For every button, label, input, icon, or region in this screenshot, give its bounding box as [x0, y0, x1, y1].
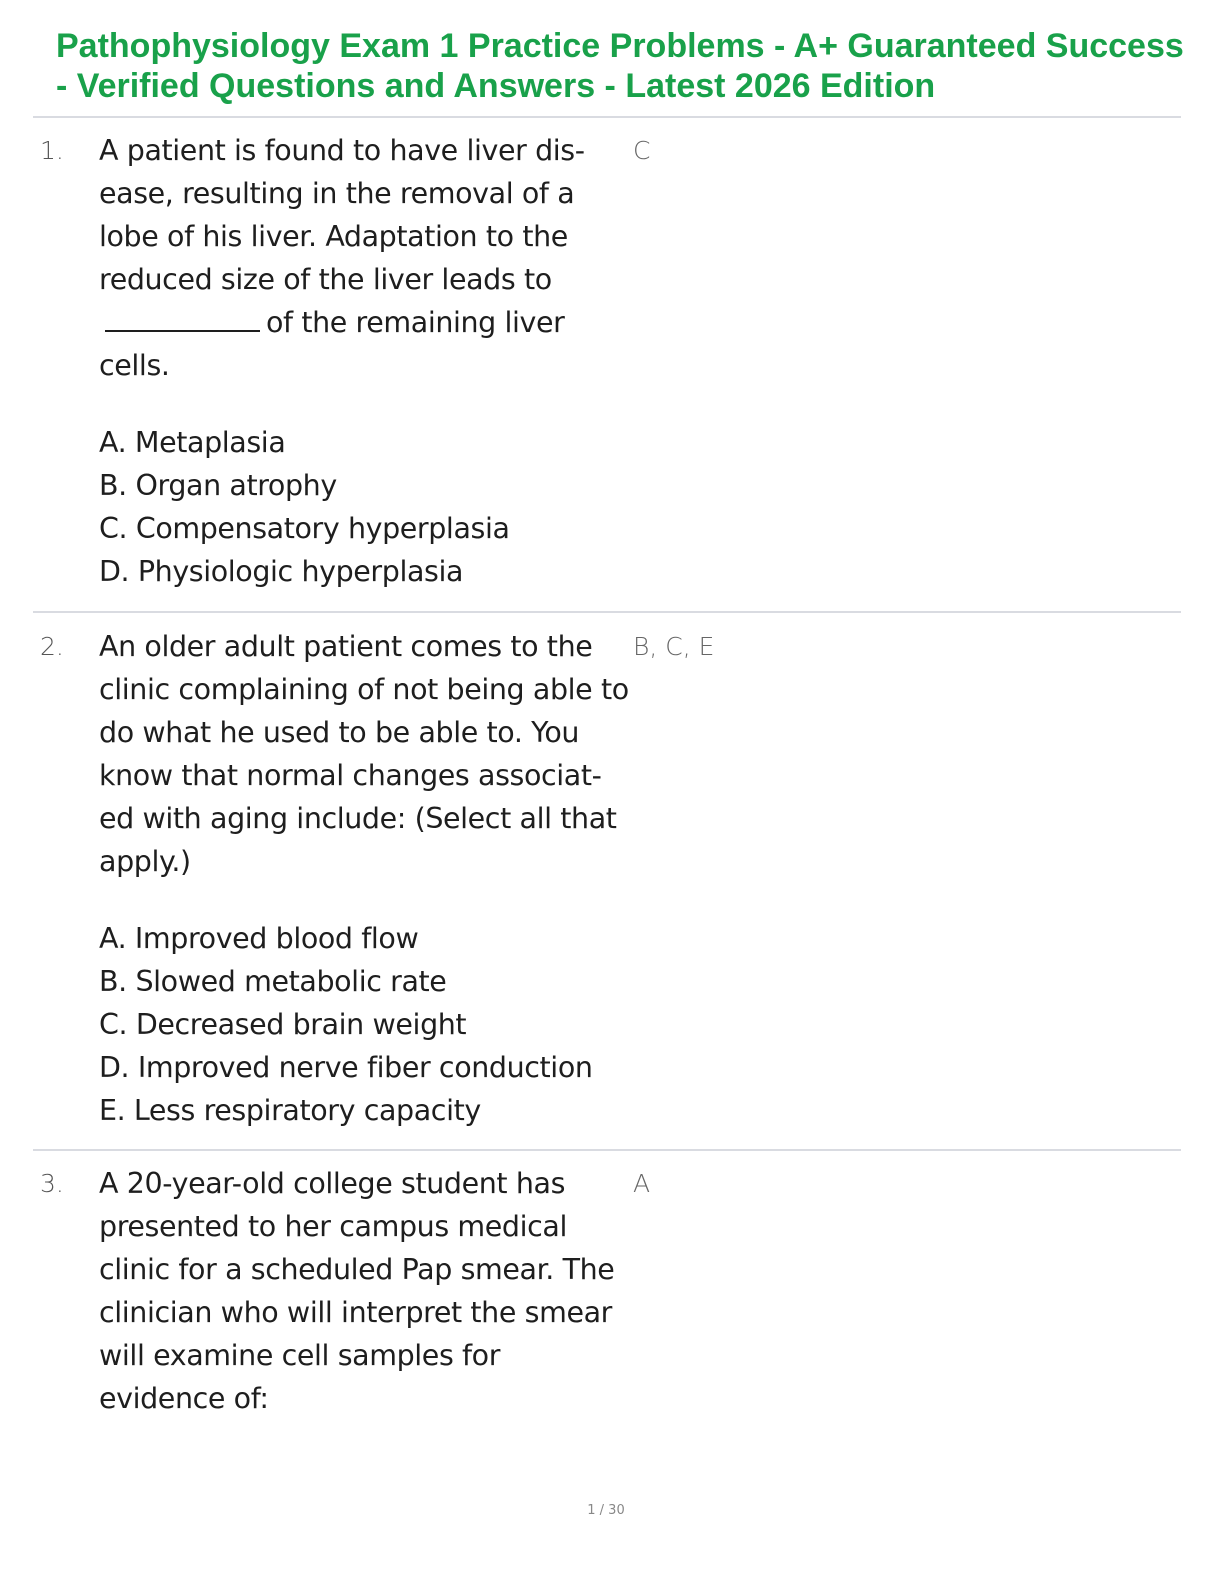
answer-key: B, C, E [633, 632, 715, 661]
question-number: 1. [40, 136, 64, 165]
option-a: A. Metaplasia [99, 426, 286, 459]
option-d: D. Improved nerve fiber conduction [99, 1051, 593, 1084]
question-text [99, 129, 634, 593]
page-indicator: 1 / 30 [587, 1503, 625, 1518]
question-stem: An older adult patient comes to the clinic complaining of not being able to do what he used to be able to. You know that normal changes associat-ed with aging include: (Select all that apply.) [99, 630, 629, 878]
options-list [99, 917, 634, 1132]
question-stem: A 20-year-old college student has presented to her campus medical clinic for a scheduled Pap smear. The clinician who will interpret the smear will examine cell samples for evidence of: [99, 1167, 615, 1415]
fill-in-blank [105, 304, 260, 332]
stem-before-blank: A patient is found to have liver dis-ease, resulting in the removal of a lobe of his liver. Adaptation to the reduced size of the liver leads to [99, 134, 585, 296]
question-divider [33, 1149, 1181, 1151]
answer-key: C [633, 136, 651, 165]
question-number: 2. [40, 632, 64, 661]
option-c: C. Compensatory hyperplasia [99, 512, 510, 545]
option-a: A. Improved blood flow [99, 922, 419, 955]
question-divider [33, 611, 1181, 613]
document-title: Pathophysiology Exam 1 Practice Problems - A+ Guaranteed Success - Verified Questions and Answers - Latest 2026 Edition [56, 27, 1184, 105]
option-b: B. Organ atrophy [99, 469, 337, 502]
question-stem [99, 129, 634, 387]
question-number: 3. [40, 1169, 64, 1198]
option-b: B. Slowed metabolic rate [99, 965, 447, 998]
options-list [99, 421, 634, 593]
option-c: C. Decreased brain weight [99, 1008, 467, 1041]
option-e: E. Less respiratory capacity [99, 1094, 481, 1127]
stem-after-blank: of the remaining liver cells. [99, 306, 565, 382]
question-text [99, 1162, 634, 1420]
title-divider [33, 116, 1181, 118]
answer-key: A [633, 1169, 651, 1198]
option-d: D. Physiologic hyperplasia [99, 555, 464, 588]
question-text [99, 625, 634, 1132]
